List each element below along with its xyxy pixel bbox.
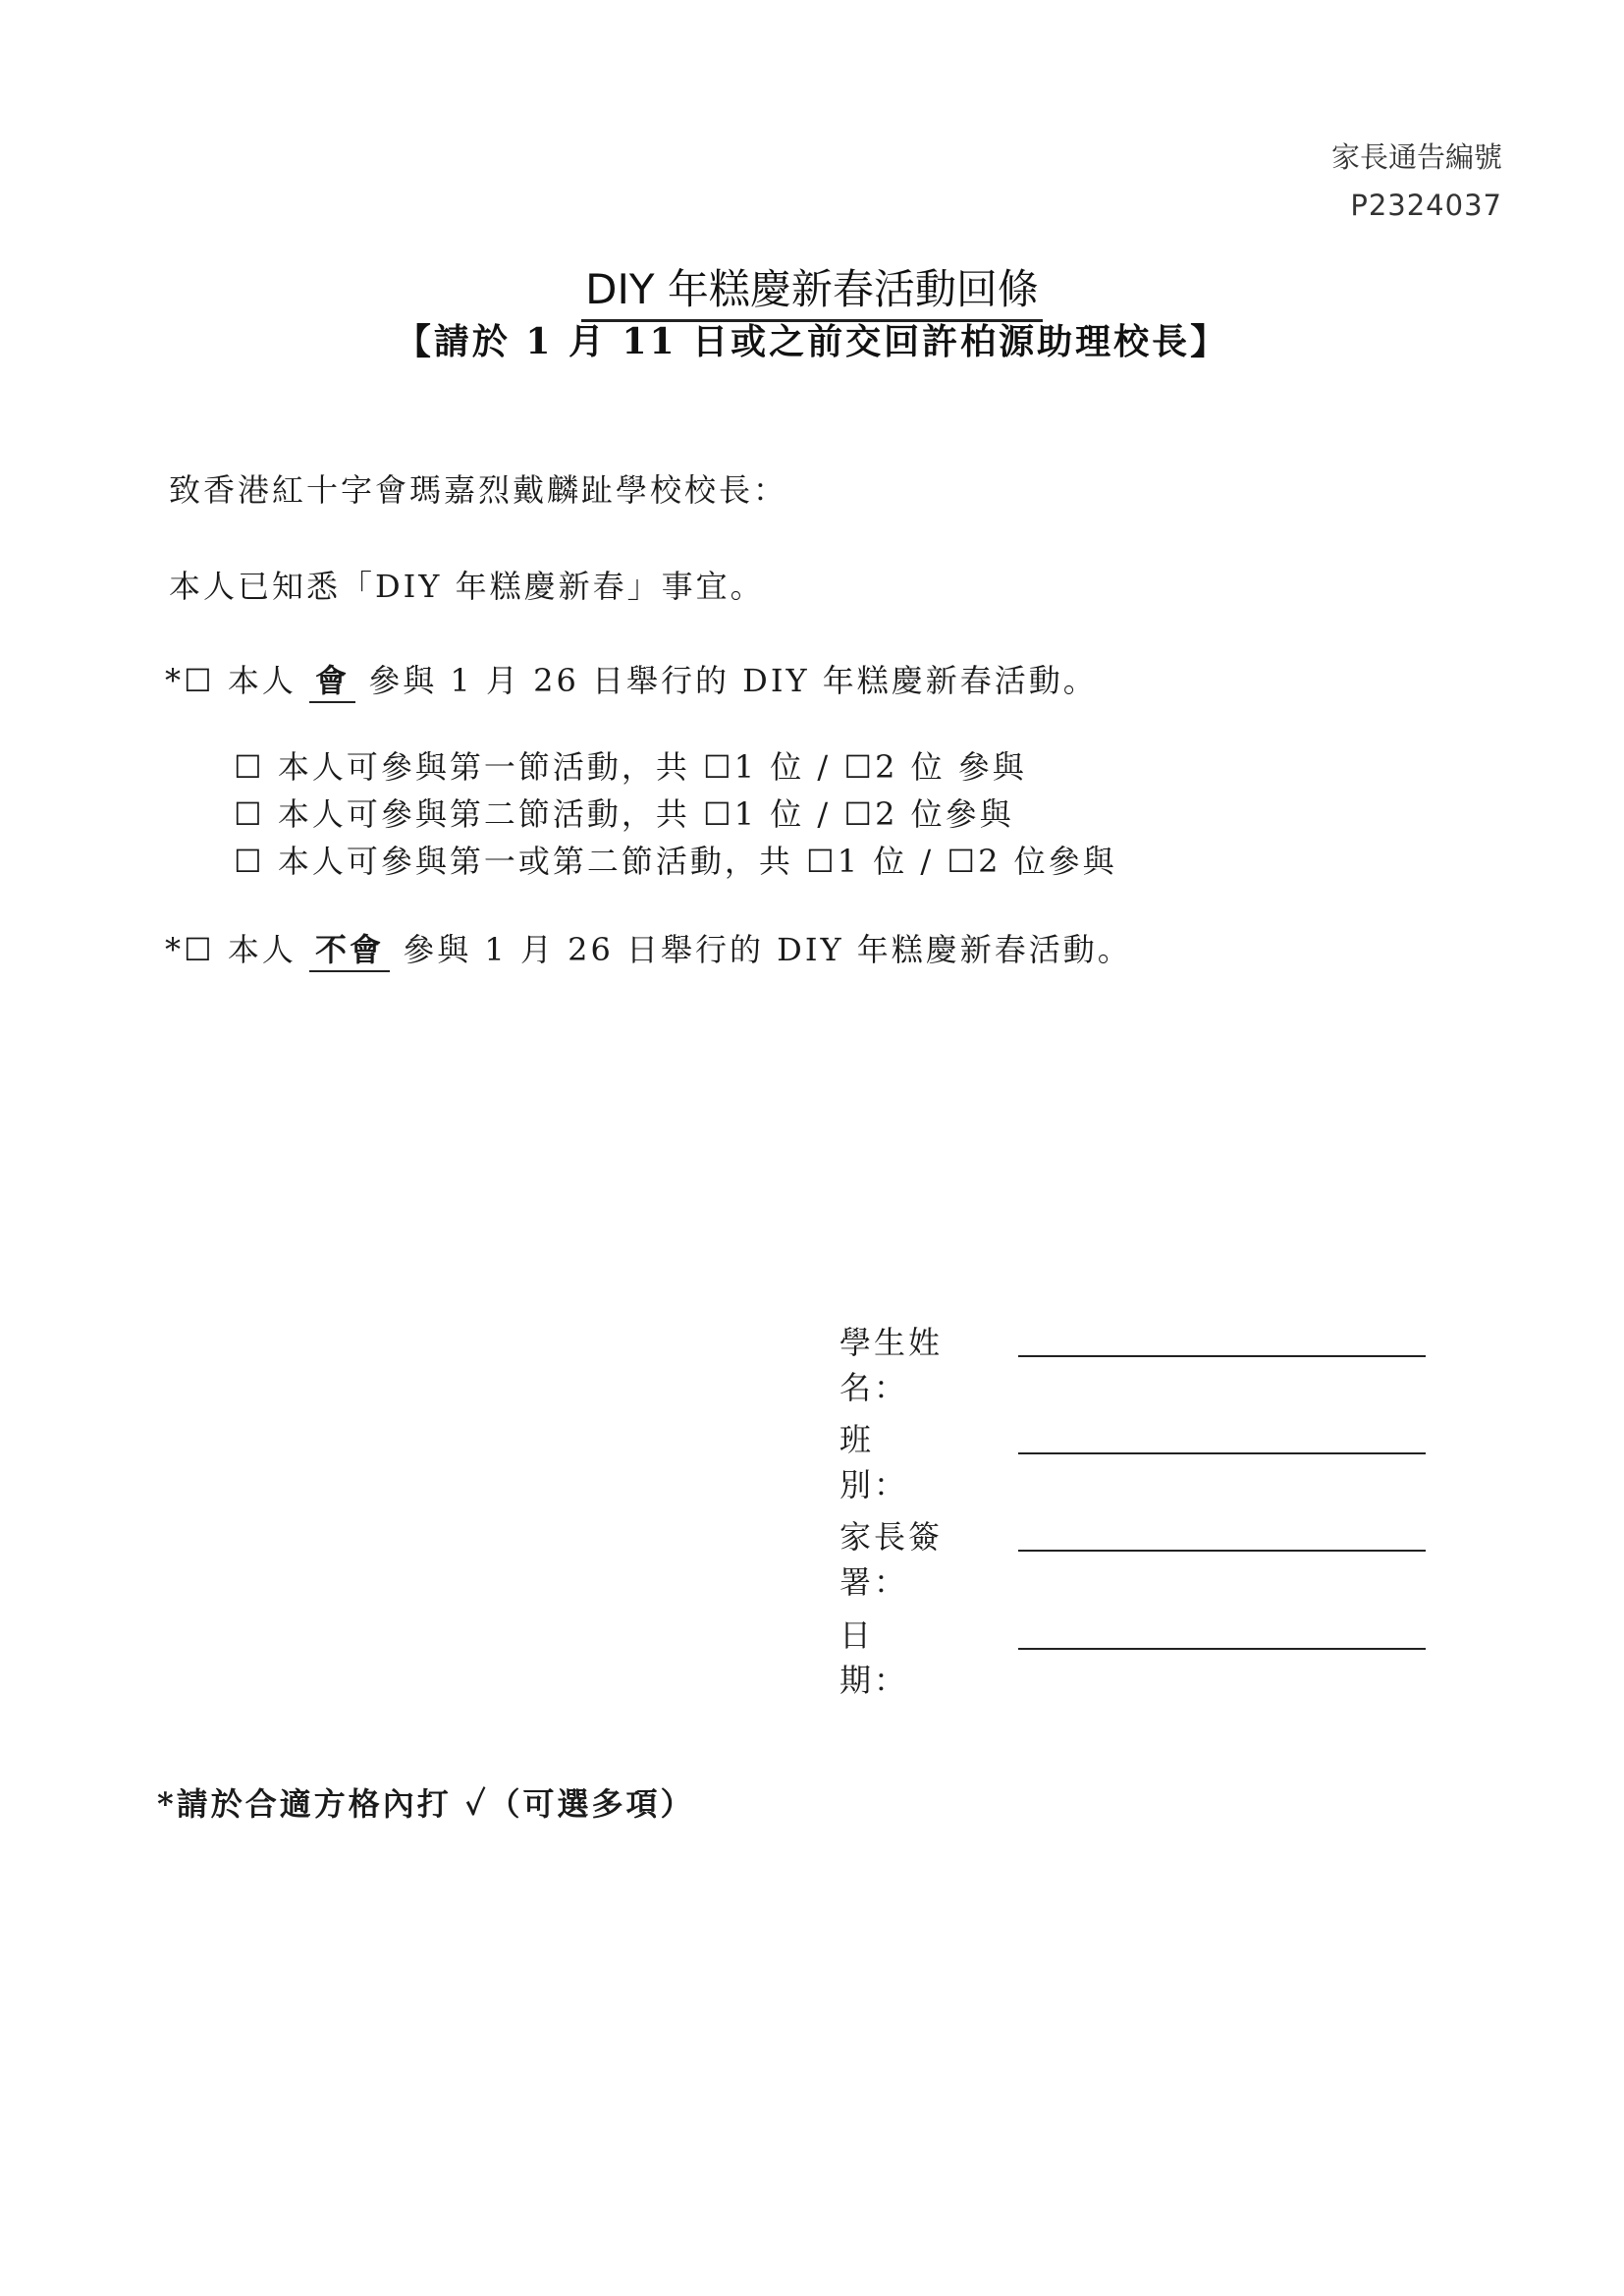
student-name-line[interactable]	[1018, 1355, 1426, 1357]
session-option-2[interactable]: ☐ 本人可參與第二節活動，共 ☐1 位 / ☐2 位參與	[234, 795, 1014, 833]
session-option-1[interactable]: ☐ 本人可參與第一節活動，共 ☐1 位 / ☐2 位 參與	[234, 748, 1027, 786]
option-attend-keyword: 會	[309, 662, 355, 703]
option-attend[interactable]	[165, 656, 1098, 701]
student-name-field[interactable]	[839, 1318, 1006, 1406]
option-attend-prefix[interactable]: *☐ 本人	[165, 662, 297, 699]
parent-signature-line[interactable]	[1018, 1550, 1426, 1552]
date-label: 日 期：	[839, 1616, 944, 1699]
option-attend-suffix: 參與 1 月 26 日舉行的 DIY 年糕慶新春活動。	[368, 662, 1098, 699]
option-not-attend-prefix[interactable]: *☐ 本人	[165, 931, 297, 968]
form-title: DIY 年糕慶新春活動回條	[581, 265, 1043, 322]
student-name-label: 學生姓名：	[839, 1324, 944, 1406]
date-field[interactable]	[839, 1611, 1006, 1699]
notice-number: P2324037	[1350, 189, 1502, 222]
class-line[interactable]	[1018, 1452, 1426, 1454]
option-not-attend-suffix: 參與 1 月 26 日舉行的 DIY 年糕慶新春活動。	[403, 931, 1132, 968]
option-not-attend-keyword: 不會	[309, 931, 390, 972]
notice-number-label: 家長通告編號	[1330, 140, 1502, 174]
class-label: 班 別：	[839, 1421, 944, 1503]
salutation: 致香港紅十字會瑪嘉烈戴麟趾學校校長：	[169, 471, 788, 509]
session-option-3[interactable]: ☐ 本人可參與第一或第二節活動，共 ☐1 位 / ☐2 位參與	[234, 843, 1117, 880]
footnote: *請於合適方格內打 ✓（可選多項）	[157, 1785, 695, 1823]
acknowledge-statement: 本人已知悉「DIY 年糕慶新春」事宜。	[169, 568, 765, 605]
parent-signature-label: 家長簽署：	[839, 1518, 944, 1601]
date-line[interactable]	[1018, 1648, 1426, 1650]
form-title-wrapper	[0, 257, 1624, 316]
form-subtitle: 【請於 1 月 11 日或之前交回許柏源助理校長】	[395, 321, 1229, 362]
option-not-attend[interactable]	[165, 925, 1132, 970]
class-field[interactable]	[839, 1415, 1006, 1503]
parent-signature-field[interactable]	[839, 1512, 1006, 1601]
